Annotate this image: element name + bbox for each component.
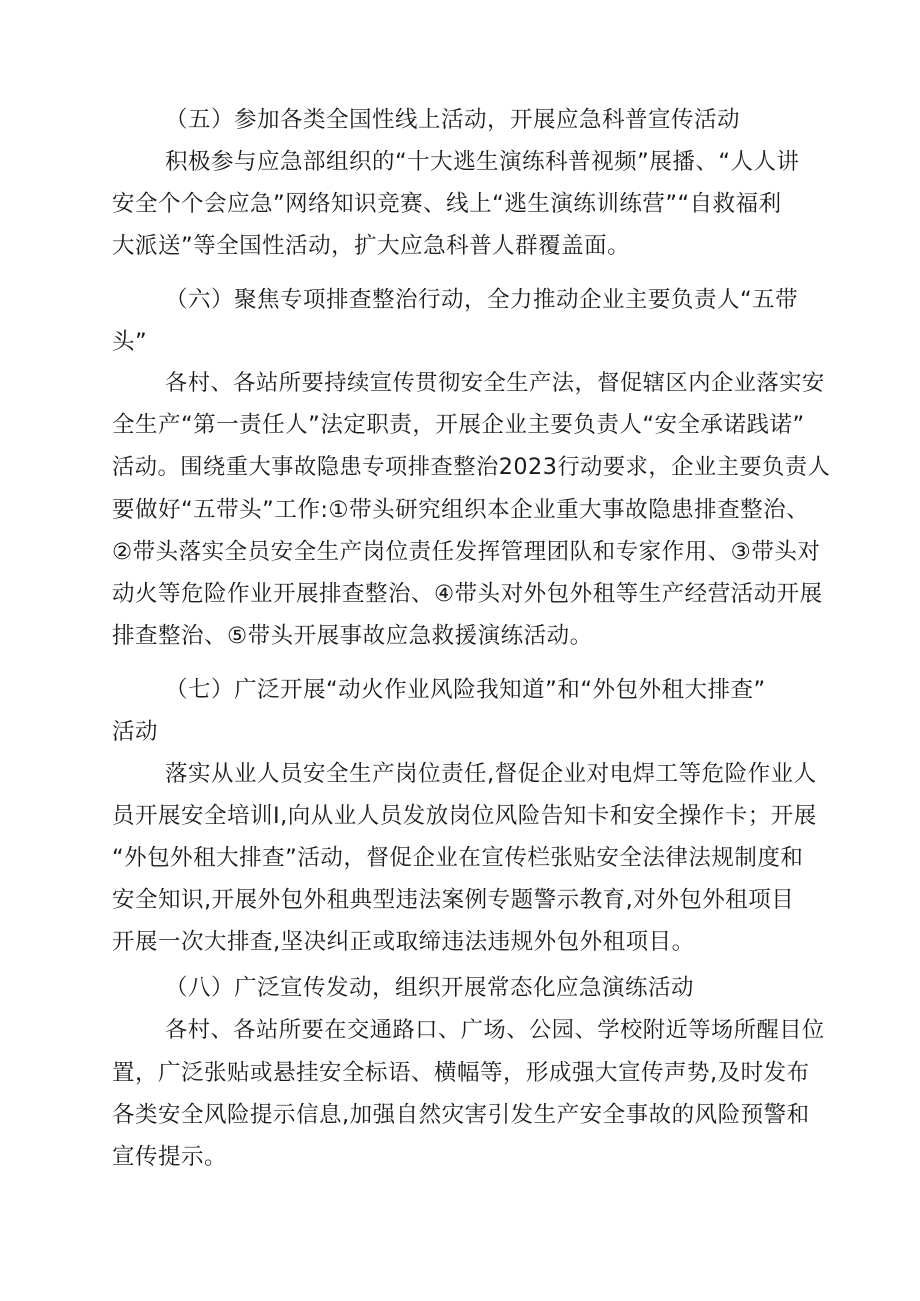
section-heading-8: （八）广泛宣传发动，组织开展常态化应急演练活动: [165, 975, 695, 1001]
section-heading-6-cont: 头”: [112, 329, 148, 355]
paragraph-line: 动火等危险作业开展排查整治、④带头对外包外租等生产经营活动开展: [112, 581, 823, 607]
paragraph-line: 积极参与应急部组织的“十大逃生演练科普视频”展播、“人人讲: [165, 149, 800, 175]
paragraph-line: 全生产“第一责任人”法定职责，开展企业主要负责人“安全承诺践诺”: [112, 412, 805, 438]
paragraph-line: 大派送”等全国性活动，扩大应急科普人群覆盖面。: [112, 233, 631, 259]
section-heading-5: （五）参加各类全国性线上活动，开展应急科普宣传活动: [165, 107, 741, 133]
section-heading-7: （七）广泛开展“动火作业风险我知道”和“外包外租大排查”: [165, 677, 766, 703]
paragraph-line: 活动。围绕重大事故隐患专项排查整治2023行动要求，企业主要负责人: [112, 454, 831, 480]
section-heading-7-cont: 活动: [112, 719, 159, 745]
paragraph-line: 安全个个会应急”网络知识竞赛、线上“逃生演练训练营”“自救福利: [112, 191, 782, 217]
paragraph-line: 置，广泛张贴或悬挂安全标语、横幅等，形成强大宣传声势,及时发布: [112, 1060, 810, 1086]
paragraph-line: 开展一次大排查,坚决纠正或取缔违法违规外包外租项目。: [112, 929, 695, 955]
paragraph-line: 排查整治、⑤带头开展事故应急救援演练活动。: [112, 623, 593, 649]
paragraph-line: 员开展安全培训I,向从业人员发放岗位风险告知卡和安全操作卡；开展: [112, 803, 817, 829]
paragraph-line: ②带头落实全员安全生产岗位责任发挥管理团队和专家作用、③带头对: [112, 539, 821, 565]
section-heading-6: （六）聚焦专项排查整治行动，全力推动企业主要负责人“五带: [165, 287, 799, 313]
paragraph-line: 各类安全风险提示信息,加强自然灾害引发生产安全事故的风险预警和: [112, 1102, 810, 1128]
paragraph-line: “外包外租大排查”活动，督促企业在宣传栏张贴安全法律法规制度和: [112, 845, 804, 871]
paragraph-line: 安全知识,开展外包外租典型违法案例专题警示教育,对外包外租项目: [112, 887, 795, 913]
paragraph-line: 各村、各站所要持续宣传贯彻安全生产法，督促辖区内企业落实安: [165, 370, 825, 396]
paragraph-line: 各村、各站所要在交通路口、广场、公园、学校附近等场所醒目位: [165, 1017, 825, 1043]
paragraph-line: 宣传提示。: [112, 1144, 228, 1170]
paragraph-line: 落实从业人员安全生产岗位责任,督促企业对电焊工等危险作业人: [165, 761, 817, 787]
paragraph-line: 要做好“五带头”工作:①带头研究组织本企业重大事故隐患排查整治、: [112, 497, 810, 523]
